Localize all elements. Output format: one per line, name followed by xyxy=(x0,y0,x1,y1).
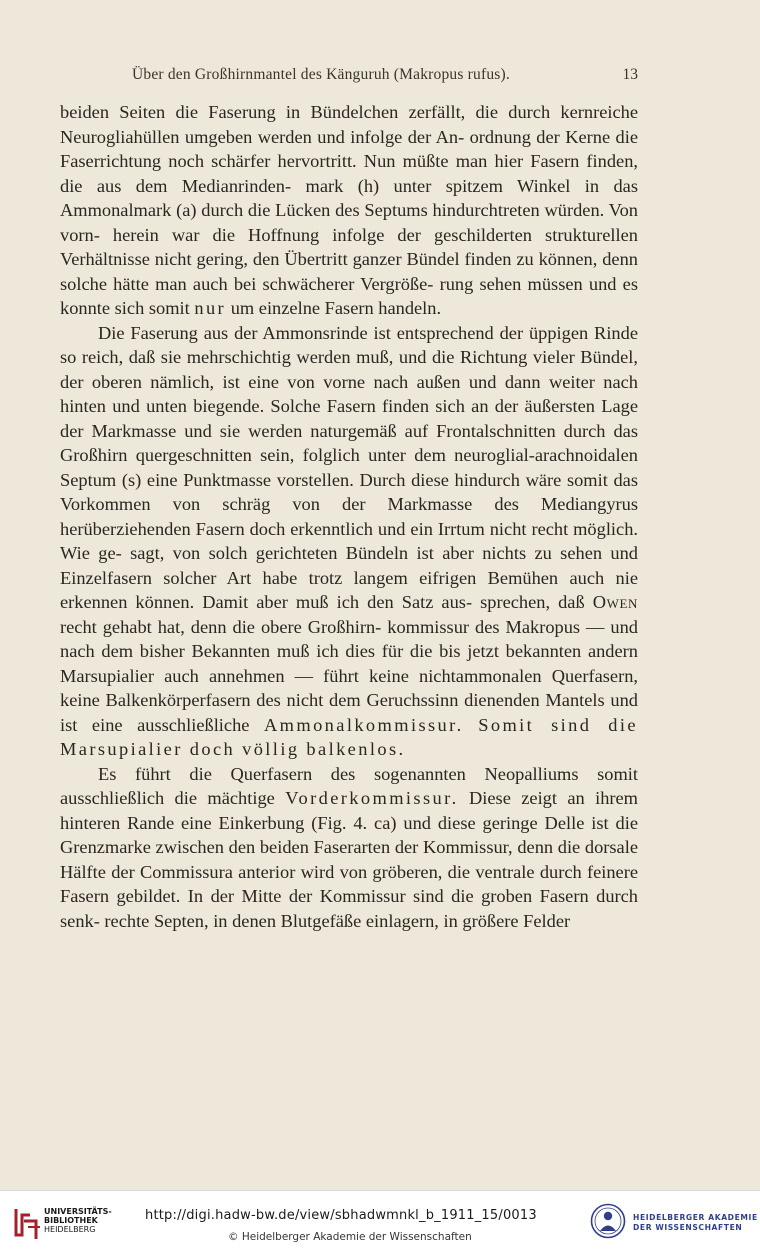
library-name-line-3: HEIDELBERG xyxy=(44,1225,96,1234)
paragraph-1-text-a: beiden Seiten die Faserung in Bündelchen zerfällt, die durch kernreiche Neurogliahüllen umgeben werden und infolge der An- ordnung der Kerne die Faserrichtung noch schärfer hervortritt. Nun müßte man hier Fasern finden, die aus dem Medianrinden- mark (h) unter spitzem Winkel in das Ammonalmark (a) durch die Lücken des Septums hindurchtreten würden. Von vorn- herein war die Hoffnung infolge der geschilderten strukturellen Verhältnisse nicht gering, den Übertritt ganzer Bündel finden zu können, denn solche hätte man auch bei schwächerer Vergröße- rung sehen müssen und es konnte sich somit xyxy=(60,102,638,318)
footer-bar xyxy=(0,1190,760,1251)
permalink-url[interactable]: http://digi.hadw-bw.de/view/sbhadwmnkl_b_1911_15/0013 xyxy=(145,1208,537,1223)
paragraph-2 xyxy=(60,321,638,762)
paragraph-1 xyxy=(60,100,638,321)
paragraph-1-text-b: um einzelne Fasern handeln. xyxy=(230,298,442,318)
library-name xyxy=(44,1207,112,1234)
paragraph-3-text-b: Diese zeigt an ihrem hinteren Rande eine Einkerbung (Fig. 4. ca) und diese geringe Delle ist die Grenzmarke zwischen den beiden Faserarten der Kommissur, denn die dorsale Hälfte der Commissura anterior wird von gröberen, die ventrale durch feinere Fasern gebildet. In der Mitte der Kommissur sind die groben Fasern durch senk- rechte Septen, in denen Blutgefäße einlagern, in größere Felder xyxy=(60,788,638,931)
paragraph-3-text-a: Es führt die Querfasern des sogenannten Neopalliums somit ausschließlich die mächtige xyxy=(60,763,638,808)
body-text xyxy=(60,100,638,933)
emphasis-vorderkommissur: Vorderkommissur. xyxy=(285,788,459,808)
emphasis-ammonalkommissur: Ammonalkommissur. xyxy=(263,714,464,735)
author-name-owen: Owen xyxy=(592,592,638,612)
page-number: 13 xyxy=(622,66,638,83)
running-head xyxy=(60,66,640,90)
paragraph-3 xyxy=(60,762,638,934)
paragraph-2-text-b: recht gehabt hat, denn die obere Großhirn- kommissur des Makropus — und nach dem bisher Bekannten muß ich dies für die bis jetzt bekannten andern Marsupialier auch annehmen — führt keine nichtammonalen Querfasern, keine Balkenkörperfasern des nicht dem Geruchssinn dienenden Mantels und ist eine ausschließliche xyxy=(60,616,638,735)
paragraph-2-text-a: Die Faserung aus der Ammonsrinde ist entsprechend der üppigen Rinde so reich, daß sie mehrschichtig werden muß, und die Richtung vieler Bündel, der oberen nämlich, ist eine von vorne nach außen und dann weiter nach hinten und unten biegende. Solche Fasern finden sich an der äußersten Lage der Markmasse und sie werden naturgemäß auf Frontalschnitten durch das Großhirn quergeschnitten sein, folglich unter dem neuroglial-arachnoidalen Septum (s) eine Punktmasse vorstellen. Durch diese hindurch wäre somit das Vorkommen von schräg von der Markmasse des Mediangyrus herüberziehenden Fasern doch erkenntlich und ein Irrtum nicht recht möglich. Wie ge- sagt, von solch gerichteten Bündeln ist aber nichts zu sehen und Einzelfasern solcher Art habe trotz langem eifrigen Bemühen auch nie erkennen können. Damit aber muß ich den Satz aus- sprechen, daß xyxy=(60,322,638,612)
academy-name xyxy=(633,1213,758,1233)
library-name-line-2: BIBLIOTHEK xyxy=(44,1216,98,1225)
emphasis-nur: nur xyxy=(194,298,227,318)
emphasis-conclusion: Somit sind die Marsupialier doch völlig balkenlos. xyxy=(60,714,638,759)
running-title: Über den Großhirnmantel des Känguruh (Makropus rufus). xyxy=(132,66,510,83)
academy-name-line-2: DER WISSENSCHAFTEN xyxy=(633,1223,743,1232)
academy-seal-icon xyxy=(590,1203,626,1239)
academy-name-line-1: HEIDELBERGER AKADEMIE xyxy=(633,1213,758,1222)
library-name-line-1: UNIVERSITÄTS- xyxy=(44,1207,112,1216)
university-library-logo-icon xyxy=(10,1205,44,1241)
copyright-notice: © Heidelberger Akademie der Wissenschaften xyxy=(228,1231,472,1243)
